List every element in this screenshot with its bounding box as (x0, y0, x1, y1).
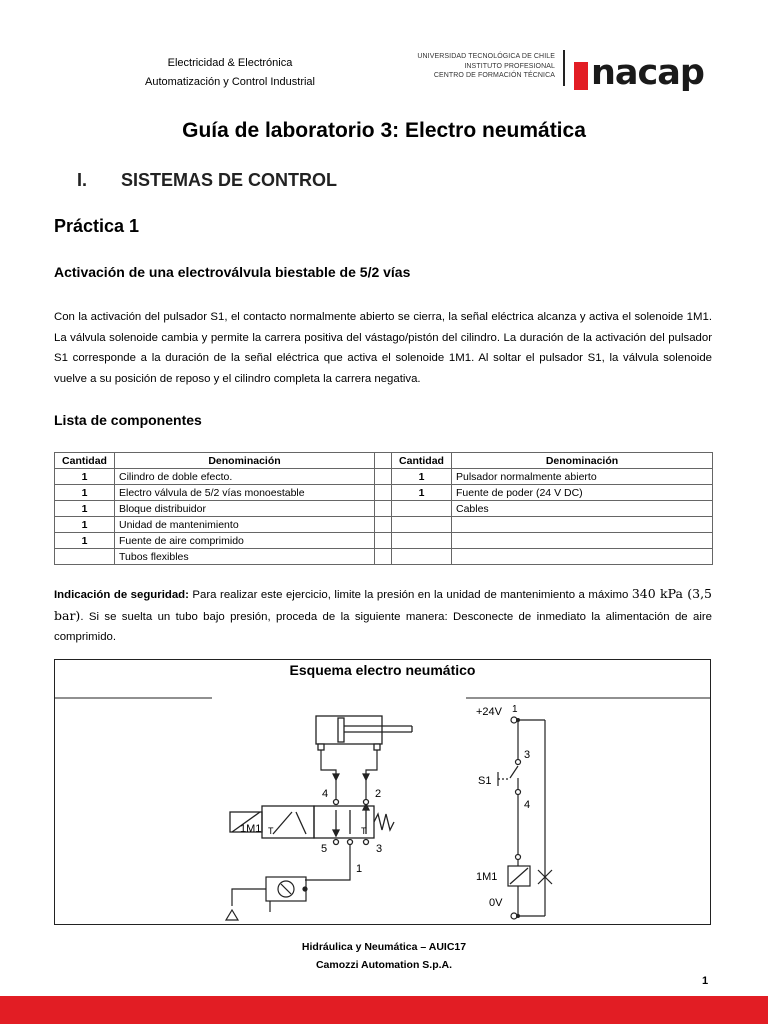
table-cell: Tubos flexibles (115, 549, 375, 565)
table-cell: Fuente de poder (24 V DC) (452, 485, 713, 501)
footer-company: Camozzi Automation S.p.A. (315, 959, 453, 971)
table-header: Cantidad (392, 453, 452, 469)
port-4-label: 4 (322, 788, 329, 800)
port-2-label: 2 (375, 788, 382, 800)
supply-label: +24V (476, 706, 502, 718)
table-cell: 1 (55, 501, 115, 517)
table-cell: Pulsador normalmente abierto (452, 469, 713, 485)
footer (0, 938, 768, 974)
valve-5-2 (230, 800, 394, 845)
table-cell: Fuente de aire comprimido (115, 533, 375, 549)
section-number: I. (77, 170, 88, 190)
components-heading: Lista de componentes (54, 412, 202, 428)
valve-t-right: T (361, 826, 367, 836)
safety-pressure-value: 340 kPa (3,5 bar) (54, 586, 712, 623)
relay-coil-label: 1M1 (476, 871, 498, 883)
practice-subtitle: Activación de una electroválvula biestable de 5/2 vías (54, 264, 411, 280)
electrical-circuit (498, 717, 552, 919)
table-cell: 1 (55, 485, 115, 501)
table-cell: Electro válvula de 5/2 vías monoestable (115, 485, 375, 501)
port-5-label: 5 (321, 843, 328, 855)
table-header: Denominación (452, 453, 713, 469)
institution-line-2: INSTITUTO PROFESIONAL (464, 62, 555, 70)
footer-red-bar (0, 996, 768, 1024)
node-1-label: 1 (512, 704, 518, 715)
table-cell: Cables (452, 501, 713, 517)
page-title: Guía de laboratorio 3: Electro neumática (182, 119, 586, 142)
safety-text-1: Para realizar este ejercicio, limite la presión en la unidad de mantenimiento a máximo (188, 589, 632, 601)
port-3-label: 3 (376, 843, 383, 855)
port-1-label: 1 (356, 863, 363, 875)
ground-label: 0V (489, 897, 503, 909)
table-cell: Bloque distribuidor (115, 501, 375, 517)
institution-line-3: CENTRO DE FORMACIÓN TÉCNICA (433, 72, 555, 79)
valve-t-left: T (268, 826, 274, 836)
table-cell: 1 (55, 517, 115, 533)
table-cell: 1 (55, 533, 115, 549)
safety-label: Indicación de seguridad: (54, 589, 189, 601)
table-cell: 1 (55, 469, 115, 485)
safety-text-2: . Si se suelta un tubo bajo presión, proceda de la siguiente manera: Desconecte de inmediato la alimentación de aire comprimido. (54, 610, 712, 644)
switch-label: S1 (478, 775, 492, 787)
table-cell: 1 (392, 469, 452, 485)
table-cell: 1 (392, 485, 452, 501)
page-number: 1 (702, 975, 709, 987)
valve-coil-label: 1M1 (240, 823, 262, 835)
scheme-title: Esquema electro neumático (289, 662, 476, 678)
table-header: Cantidad (55, 453, 115, 469)
section-title: SISTEMAS DE CONTROL (121, 170, 338, 190)
table-cell: Cilindro de doble efecto. (115, 469, 375, 485)
node-4-label: 4 (524, 799, 531, 811)
footer-course: Hidráulica y Neumática – AUIC17 (301, 941, 467, 953)
table-header: Denominación (115, 453, 375, 469)
node-3-label: 3 (524, 749, 531, 761)
table-cell: Unidad de mantenimiento (115, 517, 375, 533)
institution-line-1: UNIVERSIDAD TECNOLÓGICA DE CHILE (417, 53, 555, 60)
practice-title: Práctica 1 (54, 216, 140, 236)
description-paragraph: Con la activación del pulsador S1, el contacto normalmente abierto se cierra, la señal eléctrica alcanza y activa el solenoide 1M1. La válvula solenoide cambia y permite la carrera positiva del vástago/pistón del cilindro. La duración de la activación del pulsador S1 corresponde a la duración de la señal eléctrica que activa el solenoide 1M1. Al soltar el pulsador S1, la válvula solenoide vuelve a su posición de reposo y el cilindro completa la carrera negativa. (54, 311, 712, 385)
header-department: Electricidad & Electrónica (167, 57, 293, 69)
double-acting-cylinder (316, 716, 412, 750)
logo-wordmark: nacap (591, 53, 704, 93)
header-program: Automatización y Control Industrial (145, 76, 315, 88)
